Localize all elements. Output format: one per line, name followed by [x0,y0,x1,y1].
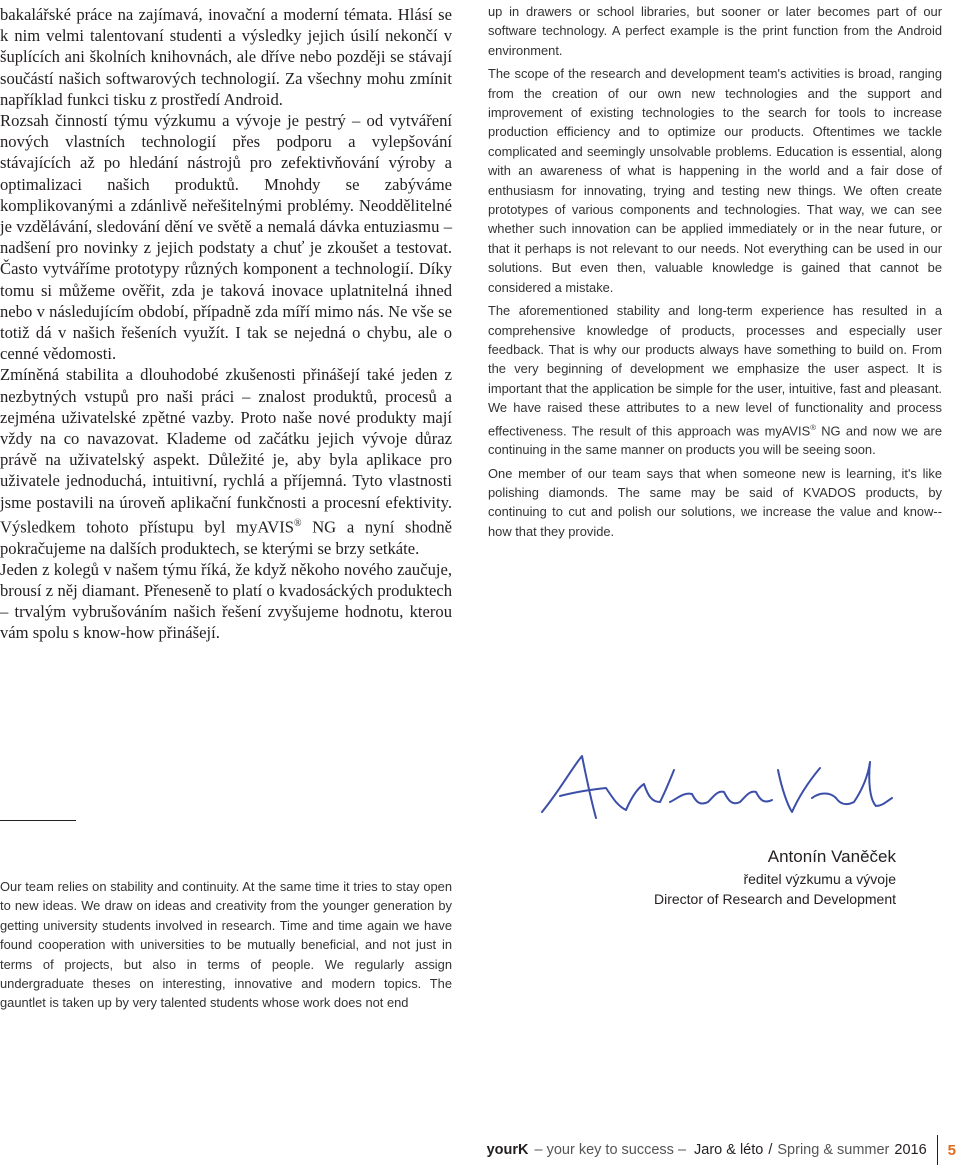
magazine-brand: yourK [486,1142,529,1158]
registered-mark: ® [810,422,816,432]
english-paragraph-3-part-1: The aforementioned stability and long-term experience has resulted in a comprehensive knowledge of products, processes and especially user feedback. That is why our products always have something to build on. From the very beginning of development we emphasize the user aspect. It is important that the application be simple for the user, intuitive, fast and pleasant. We have raised these attributes to a new level of functionality and process effectiveness. The result of this approach was myAVIS [488,303,942,438]
footer-divider [937,1135,938,1165]
signer-name: Antonín Vaněček [767,847,896,866]
czech-paragraph-3-part-2: NG a nyní shodně pokračujeme na dalších produktech, se kterými se brzy setkáte. [0,517,452,558]
signer-block [654,845,896,909]
czech-paragraph-3 [0,364,452,558]
czech-article-column [0,4,452,644]
english-paragraph-2: The scope of the research and development team's activities is broad, ranging from the creation of our own new technologies and the support and improvement of existing technologies to the search for tools to increase production efficiency and to optimize our products. Oftentimes we tackle complicated and seemingly unsolvable problems. Education is essential, along with an awareness of what is happening in the world and a fair dose of enthusiasm for innovating, trying and testing new things. We often create prototypes of various components and technologies. That way, we can see whether such innovation can be applied immediately or in the near future, or that it perhaps is not relevant to our needs. Not everything can be used in our solutions. But even then, valuable knowledge is gained that cannot be considered a mistake. [488,66,942,295]
footnote-divider [0,820,76,821]
english-paragraph-3-part-2: NG and now we are continuing in the same manner on products you will be seeing soon. [488,422,942,458]
czech-paragraph-2: Rozsah činností týmu výzkumu a vývoje je pestrý – od vytváření nových vlastních technologií přes podporu a vylepšování stávajících až po hledání nástrojů pro zefektivňování výroby a optimalizaci našich produktů. Mnohdy se zabýváme komplikovanými a zdánlivě neřešitelnými problémy. Neoddělitelné je vzdělávání, sledování dění ve světě a nemalá dávka entuziasmu – nadšení pro novinky z jejich podstaty a chuť je zkoušet a testovat. Často vytváříme prototypy různých komponent a technologií. Díky tomu si můžeme ověřit, zda je taková inovace uplatnitelná ihned nebo v následujícím období, případně zda míří mimo nás. Ne vše se totiž dá v našich řešeních využít. I tak se nejedná o chybu, ale o cenné vědomosti. [0,111,452,364]
page-number: 5 [947,1141,956,1159]
issue-season-english: Spring & summer [777,1142,890,1158]
registered-mark: ® [293,517,302,529]
signer-role-czech: ředitel výzkumu a vývoje [743,871,896,887]
english-paragraph-3 [488,301,942,460]
issue-year: 2016 [894,1142,927,1158]
handwritten-signature [520,740,910,840]
issue-season-czech: Jaro & léto [694,1142,764,1158]
magazine-tagline: – your key to success – [534,1142,687,1158]
english-intro-note: Our team relies on stability and continuity. At the same time it tries to stay open to new ideas. We draw on ideas and creativity from the younger generation by getting university students involved in research. Time and time again we have found cooperation with universities to be mutually beneficial, and not just in terms of projects, but also in terms of people. We regularly assign undergraduate theses on interesting, innovative and modern topics. The gauntlet is taken up by very talented students whose work does not end [0,879,452,1011]
signature-strokes [542,756,892,818]
page-footer [487,1134,960,1166]
season-separator: / [768,1142,773,1158]
signer-role-english: Director of Research and Development [653,891,896,907]
english-paragraph-1: up in drawers or school libraries, but sooner or later becomes part of our software technology. A perfect example is the print function from the Android environment. [488,4,942,58]
czech-paragraph-3-part-1: Zmíněná stabilita a dlouhodobé zkušenosti přinášejí také jeden z nezbytných vstupů pro naši práci – znalost produktů, procesů a zejména uživatelské zpětné vazby. Proto naše nové produkty mají vždy na co navazovat. Klademe od začátku jejich vývoje důraz právě na uživatelský aspekt. Důležité je, aby byla aplikace pro uživatele jednoduchá, intuitivní, rychlá a příjemná. Tyto vlastnosti jsme postavili na úroveň aplikační funkčnosti a procesní efektivity. Výsledkem tohoto přístupu byl myAVIS [0,365,452,537]
czech-paragraph-4: Jeden z kolegů v našem týmu říká, že když někoho nového zaučuje, brousí z něj diamant. Přeneseně to platí o kvadosáckých produktech – trvalým vybrušováním našich řešení zvyšujeme hodnotu, kterou vám spolu s know-how přinášejí. [0,559,452,643]
english-article-column [488,2,942,545]
czech-paragraph-1: bakalářské práce na zajímavá, inovační a moderní témata. Hlásí se k nim velmi talentovaní studenti a výsledky jejich úsilí nekončí v šuplících ani školních knihovnách, ale dříve nebo později se stávají součástí našich softwarových technologií. Za všechny mohu zmínit například funkci tisku z prostředí Android. [0,5,452,109]
english-paragraph-4: One member of our team says that when someone new is learning, it's like polishing diamonds. The same may be said of KVADOS products, by continuing to cut and polish our solutions, we increase the value and know--how that they provide. [488,465,942,539]
